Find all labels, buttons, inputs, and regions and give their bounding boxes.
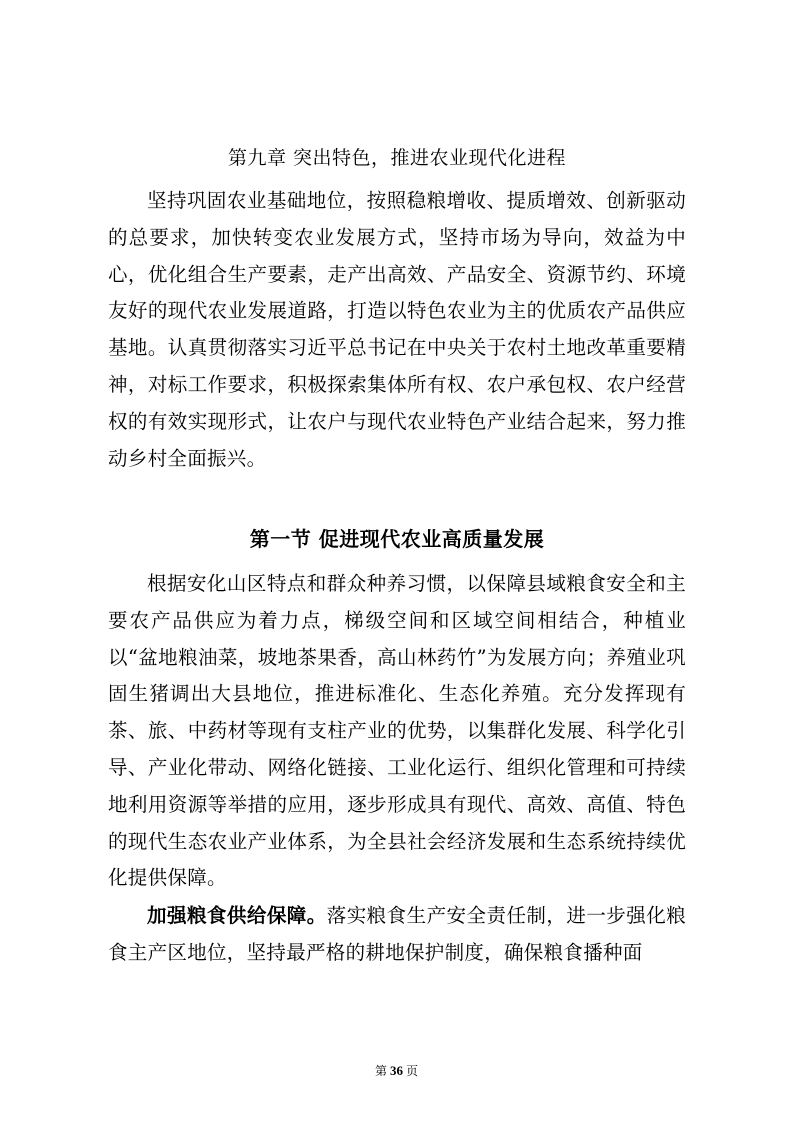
page-number: 36 — [390, 1063, 403, 1078]
chapter-title: 第九章 突出特色，推进农业现代化进程 — [227, 147, 567, 169]
grain-supply-paragraph — [108, 898, 686, 972]
chapter-intro-paragraph: 坚持巩固农业基础地位，按照稳粮增收、提质增效、创新驱动的总要求，加快转变农业发展方式，坚持市场为导向，效益为中心，优化组合生产要素，走产出高效、产品安全、资源节约、环境友好的现代农业发展道路，打造以特色农业为主的优质农产品供应基地。认真贯彻落实习近平总书记在中央关于农村土地改革重要精神，对标工作要求，积极探索集体所有权、农户承包权、农户经营权的有效实现形式，让农户与现代农业特色产业结合起来，努力推动乡村全面振兴。 — [108, 189, 686, 470]
paragraph-text: 落实粮食生产安全责任制，进一步强化粮食主产区地位，坚持最严格的耕地保护制度，确保粮食播种面 — [108, 904, 687, 964]
section-title: 第一节 促进现代农业高质量发展 — [249, 527, 545, 551]
section-body-paragraph: 根据安化山区特点和群众种养习惯，以保障县域粮食安全和主要农产品供应为着力点，梯级空间和区域空间相结合，种植业以“盆地粮油菜，坡地茶果香，高山林药竹”为发展方向；养殖业巩固生猪调出大县地位，推进标准化、生态化养殖。充分发挥现有茶、旅、中药材等现有支柱产业的优势，以集群化发展、科学化引导、产业化带动、网络化链接、工业化运行、组织化管理和可持续地利用资源等举措的应用，逐步形成具有现代、高效、高值、特色的现代生态农业产业体系，为全县社会经济发展和生态系统持续优化提供保障。 — [108, 572, 686, 890]
document-page — [108, 0, 686, 1122]
page-footer — [0, 1063, 793, 1079]
paragraph-lead-heading: 加强粮食供给保障。 — [147, 904, 327, 927]
page-number-suffix: 页 — [406, 1064, 419, 1078]
page-number-prefix: 第 — [374, 1064, 387, 1078]
